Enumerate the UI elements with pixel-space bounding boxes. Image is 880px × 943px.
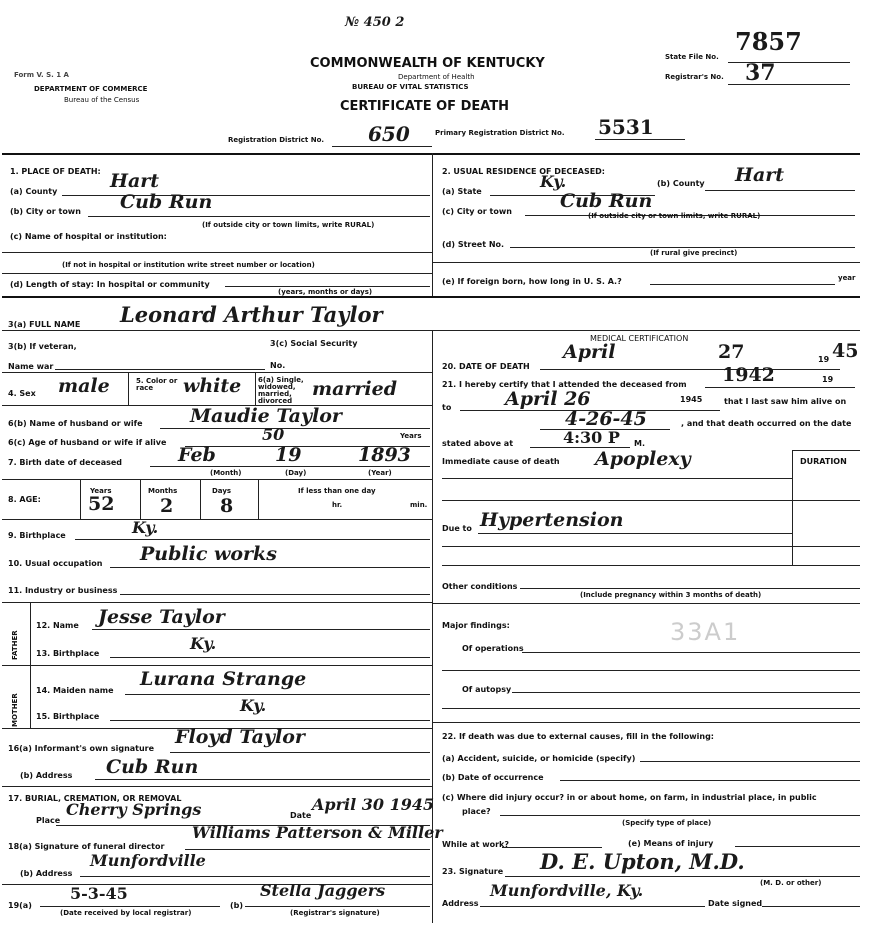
mother-birthplace-label: 15. Birthplace: [36, 712, 100, 721]
birthplace-value: Ky.: [132, 518, 159, 537]
last-saw-text: that I last saw him alive on: [724, 397, 847, 406]
state-file-value: 7857: [735, 27, 802, 56]
reg-district-label: Registration District No.: [228, 136, 325, 144]
father-name-label: 12. Name: [36, 621, 79, 630]
mother-side-label: MOTHER: [11, 693, 19, 727]
immediate-cause-label: Immediate cause of death: [442, 457, 560, 466]
other-conditions-note: (Include pregnancy within 3 months of death): [580, 591, 762, 599]
major-findings-label: Major findings:: [442, 621, 510, 630]
due-to-value: Hypertension: [480, 509, 624, 531]
mother-birthplace-value: Ky.: [240, 696, 267, 715]
marital-value: married: [312, 378, 398, 400]
death-county-value: Hart: [110, 170, 160, 192]
time-value: 4:30 P: [563, 428, 620, 447]
burial-place-value: Cherry Springs: [66, 800, 202, 819]
bureau-vital-statistics: BUREAU OF VITAL STATISTICS: [352, 83, 469, 91]
color-label: 5. Color or race: [136, 377, 178, 392]
while-at-work-label: While at work?: [442, 840, 510, 849]
autopsy-label: Of autopsy: [462, 685, 512, 694]
registrar-sig-label: (b): [230, 901, 244, 910]
immediate-cause-value: Apoplexy: [595, 448, 691, 470]
age-label: 8. AGE:: [8, 495, 41, 504]
attended-from-prefix: 19: [822, 375, 834, 384]
death-city-note: (If outside city or town limits, write RURAL): [202, 221, 375, 229]
occupation-label: 10. Usual occupation: [8, 559, 103, 568]
spouse-age-unit: Years: [400, 432, 422, 440]
spouse-age-value: 50: [262, 425, 285, 444]
res-county-value: Hart: [735, 164, 785, 186]
name-war-label: Name war: [8, 362, 54, 371]
informant-address-value: Cub Run: [106, 756, 199, 778]
father-side-label: FATHER: [11, 630, 19, 660]
injury-place-note: (Specify type of place): [622, 819, 712, 827]
death-date-year-prefix: 19: [818, 355, 830, 364]
received-note: (Date received by local registrar): [60, 909, 192, 917]
date-signed-label: Date signed: [708, 899, 763, 908]
received-label: 19(a): [8, 901, 32, 910]
department-health: Department of Health: [398, 73, 475, 81]
attended-to: April 26: [505, 388, 591, 410]
funeral-director-label: 18(a) Signature of funeral director: [8, 842, 165, 851]
death-date-month: April: [563, 341, 616, 363]
burial-date-value: April 30 1945: [312, 795, 435, 814]
certificate-title: CERTIFICATE OF DEATH: [340, 99, 510, 114]
physician-address-label: Address: [442, 899, 479, 908]
spouse-age-label: 6(c) Age of husband or wife if alive: [8, 438, 167, 447]
birth-year-note: (Year): [368, 469, 392, 477]
foreign-unit: year: [838, 274, 856, 282]
form-number: Form V. S. 1 A: [14, 71, 69, 79]
birth-day-note: (Day): [285, 469, 307, 477]
registrar-sig-note: (Registrar's signature): [290, 909, 380, 917]
res-state-label: (a) State: [442, 187, 482, 196]
mother-maiden-label: 14. Maiden name: [36, 686, 114, 695]
primary-district-value: 5531: [598, 115, 654, 139]
bureau-census: Bureau of the Census: [64, 96, 140, 104]
burial-heading: 17. BURIAL, CREMATION, OR REMOVAL: [8, 794, 182, 803]
funeral-address-value: Munfordville: [90, 851, 206, 870]
informant-signature-value: Floyd Taylor: [175, 726, 305, 748]
industry-label: 11. Industry or business: [8, 586, 118, 595]
res-city-label: (c) City or town: [442, 207, 512, 216]
registrar-label: Registrar's No.: [665, 73, 724, 81]
hospital-label: (c) Name of hospital or institution:: [10, 232, 167, 241]
registrar-sig-value: Stella Jaggers: [260, 881, 386, 900]
attended-to-year: 1945: [680, 395, 703, 404]
social-security-label: 3(c) Social Security: [270, 339, 358, 348]
res-county-label: (b) County: [657, 179, 705, 188]
full-name-value: Leonard Arthur Taylor: [120, 302, 383, 327]
sex-label: 4. Sex: [8, 389, 36, 398]
birth-day-value: 19: [275, 444, 302, 466]
attended-from: 1942: [722, 364, 775, 386]
occupation-value: Public works: [140, 543, 277, 565]
registrar-value: 37: [745, 60, 776, 86]
social-no-label: No.: [270, 361, 286, 370]
burial-place-label: Place: [36, 816, 61, 825]
marital-label: 6(a) Single, widowed, married, divorced: [258, 376, 304, 405]
certify-text: 21. I hereby certify that I attended the deceased from: [442, 380, 687, 389]
death-date-day: 27: [718, 341, 745, 363]
where-injury-label: (c) Where did injury occur? in or about home, on farm, in industrial place, in public: [442, 793, 817, 802]
death-date-label: 20. DATE OF DEATH: [442, 362, 530, 371]
means-injury-label: (e) Means of injury: [628, 839, 714, 848]
res-state-value: Ky.: [540, 172, 567, 191]
accident-label: (a) Accident, suicide, or homicide (specify): [442, 754, 636, 763]
registration-stamp: 33A1: [670, 618, 741, 646]
birthplace-label: 9. Birthplace: [8, 531, 66, 540]
birth-month-value: Feb: [178, 444, 216, 466]
place-of-death-heading: 1. PLACE OF DEATH:: [10, 167, 101, 176]
age-days-label: Days: [212, 487, 232, 495]
m-label: M.: [634, 439, 645, 448]
primary-district-label: Primary Registration District No.: [435, 129, 565, 137]
birth-month-note: (Month): [210, 469, 242, 477]
veteran-label: 3(b) If veteran,: [8, 342, 77, 351]
other-conditions-label: Other conditions: [442, 582, 518, 591]
death-county-label: (a) County: [10, 187, 58, 196]
res-street-label: (d) Street No.: [442, 240, 505, 249]
burial-date-label: Date: [290, 811, 312, 820]
injury-place-label: place?: [462, 807, 491, 816]
to-label: to: [442, 403, 452, 412]
medical-heading: MEDICAL CERTIFICATION: [590, 334, 689, 343]
occurrence-label: (b) Date of occurrence: [442, 773, 544, 782]
birth-year-value: 1893: [358, 444, 411, 466]
informant-address-label: (b) Address: [20, 771, 73, 780]
operations-label: Of operations: [462, 644, 524, 653]
state-file-label: State File No.: [665, 53, 719, 61]
physician-signature-value: D. E. Upton, M.D.: [540, 849, 745, 874]
age-months-value: 2: [160, 495, 174, 517]
father-name-value: Jesse Taylor: [98, 606, 225, 628]
department-commerce: DEPARTMENT OF COMMERCE: [34, 85, 148, 93]
stated-above-text: stated above at: [442, 439, 514, 448]
full-name-label: 3(a) FULL NAME: [8, 320, 81, 329]
last-saw-date: 4-26-45: [565, 408, 647, 430]
color-value: white: [183, 375, 242, 397]
sex-value: male: [58, 375, 110, 397]
res-street-note: (If rural give precinct): [650, 249, 738, 257]
hospital-note: (If not in hospital or institution write street number or location): [62, 261, 315, 269]
spouse-value: Maudie Taylor: [190, 405, 342, 427]
death-occurred-text: , and that death occurred on the date: [681, 419, 852, 428]
physician-signature-label: 23. Signature: [442, 867, 504, 876]
commonwealth-title: COMMONWEALTH OF KENTUCKY: [310, 56, 545, 71]
death-city-value: Cub Run: [120, 191, 213, 213]
physician-signature-note: (M. D. or other): [760, 879, 822, 887]
due-to-label: Due to: [442, 524, 472, 533]
age-months-label: Months: [148, 487, 178, 495]
father-birthplace-label: 13. Birthplace: [36, 649, 100, 658]
father-birthplace-value: Ky.: [190, 634, 217, 653]
less-than-day-label: If less than one day: [298, 487, 376, 495]
spouse-label: 6(b) Name of husband or wife: [8, 419, 143, 428]
stay-note: (years, months or days): [278, 288, 373, 296]
stay-label: (d) Length of stay: In hospital or community: [10, 280, 210, 289]
age-days-value: 8: [220, 495, 234, 517]
death-date-year: 45: [832, 340, 859, 362]
funeral-director-value: Williams Patterson & Miller: [192, 823, 443, 842]
reg-district-value: 650: [368, 122, 410, 146]
age-years-value: 52: [88, 493, 115, 515]
death-city-label: (b) City or town: [10, 207, 81, 216]
res-city-value: Cub Run: [560, 190, 653, 212]
top-scribble: № 450 2: [345, 15, 405, 30]
birth-date-label: 7. Birth date of deceased: [8, 458, 123, 467]
res-city-note: (If outside city or town limits, write RURAL): [588, 212, 761, 220]
min-label: min.: [410, 501, 428, 509]
funeral-address-label: (b) Address: [20, 869, 73, 878]
hr-label: hr.: [332, 501, 343, 509]
physician-address-value: Munfordville, Ky.: [490, 881, 644, 900]
received-value: 5-3-45: [70, 884, 128, 903]
residence-heading: 2. USUAL RESIDENCE OF DECEASED:: [442, 167, 606, 176]
duration-label: DURATION: [800, 457, 847, 466]
age-years-label: Years: [90, 487, 112, 495]
mother-maiden-value: Lurana Strange: [140, 668, 307, 690]
foreign-label: (e) If foreign born, how long in U. S. A.?: [442, 277, 622, 286]
informant-signature-label: 16(a) Informant's own signature: [8, 744, 155, 753]
external-heading: 22. If death was due to external causes, fill in the following:: [442, 732, 715, 741]
